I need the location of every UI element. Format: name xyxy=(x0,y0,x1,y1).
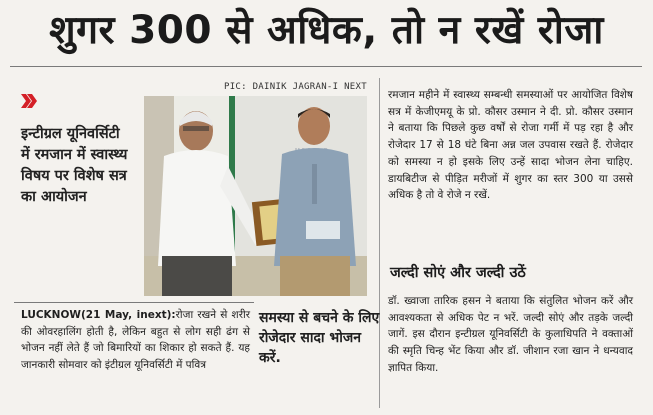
section-rule xyxy=(14,302,254,303)
teaser-text: इन्टीग्रल यूनिवर्सिटी में रमजान में स्वास्थ्य विषय पर विशेष सत्र का आयोजन xyxy=(21,126,128,205)
column-1-body xyxy=(21,307,250,374)
award-photo xyxy=(144,96,367,296)
column-3-top-text: रमजान महीने में स्वास्थ्य सम्बन्धी समस्याओं पर आयोजित विशेष सत्र में केजीएमयू के प्रो. कौसर उस्मान ने दी. प्रो. कौसर उस्मान ने बताया कि पिछले कुछ वर्षों से रोजा गर्मी में पड़ रहा है और रोजेदार 17 से 18 घंटे बिना अन्न जल उपवास रखते हैं. रोजेदार को समस्या न हो इसके लिए उन्हें सादा भोजन लेना चाहिए. डायबिटीज से पीड़ित मरीजों में शुगर का स्तर 300 या उससे अधिक है तो वे रोजे न रखें. xyxy=(388,89,633,202)
subheading: जल्दी सोएं और जल्दी उठें xyxy=(390,265,526,281)
column-1-text: रोजा रखने से शरीर की ओवरहालिंग होती है, लेकिन बहुत से लोग सही ढंग से भोजन नहीं लेते हैं जो बिमारियों का शिकार हो सकते हैं. यह जानकारी सोमवार को इंटीग्रल यूनिवर्सिटी में पवित्र xyxy=(21,309,251,372)
column-3-bottom-text: डॉ. ख्वाजा तारिक हसन ने बताया कि संतुलित भोजन करें और आवश्यकता से अधिक पेट न भरें. जल्दी सोएं और तड़के जल्दी जागें. इस दौरान इन्टीग्रल यूनिवर्सिटी के कुलाधिपति ने वक्ताओं की स्मृति चिन्ह भेंट किया और डॉ. जीशान रजा खान ने धन्यवाद ज्ञापित किया. xyxy=(388,295,633,374)
headline: शुगर 300 से अधिक, तो न रखें रोजा xyxy=(49,8,604,53)
pull-quote: समस्या से बचने के लिए रोजेदार सादा भोजन करें. xyxy=(259,310,380,366)
headline-rule xyxy=(10,66,642,67)
double-chevron-right-icon xyxy=(21,94,37,108)
photo-credit: PIC: DAINIK JAGRAN-I NEXT xyxy=(224,82,367,92)
dateline: LUCKNOW(21 May, inext): xyxy=(21,309,176,321)
